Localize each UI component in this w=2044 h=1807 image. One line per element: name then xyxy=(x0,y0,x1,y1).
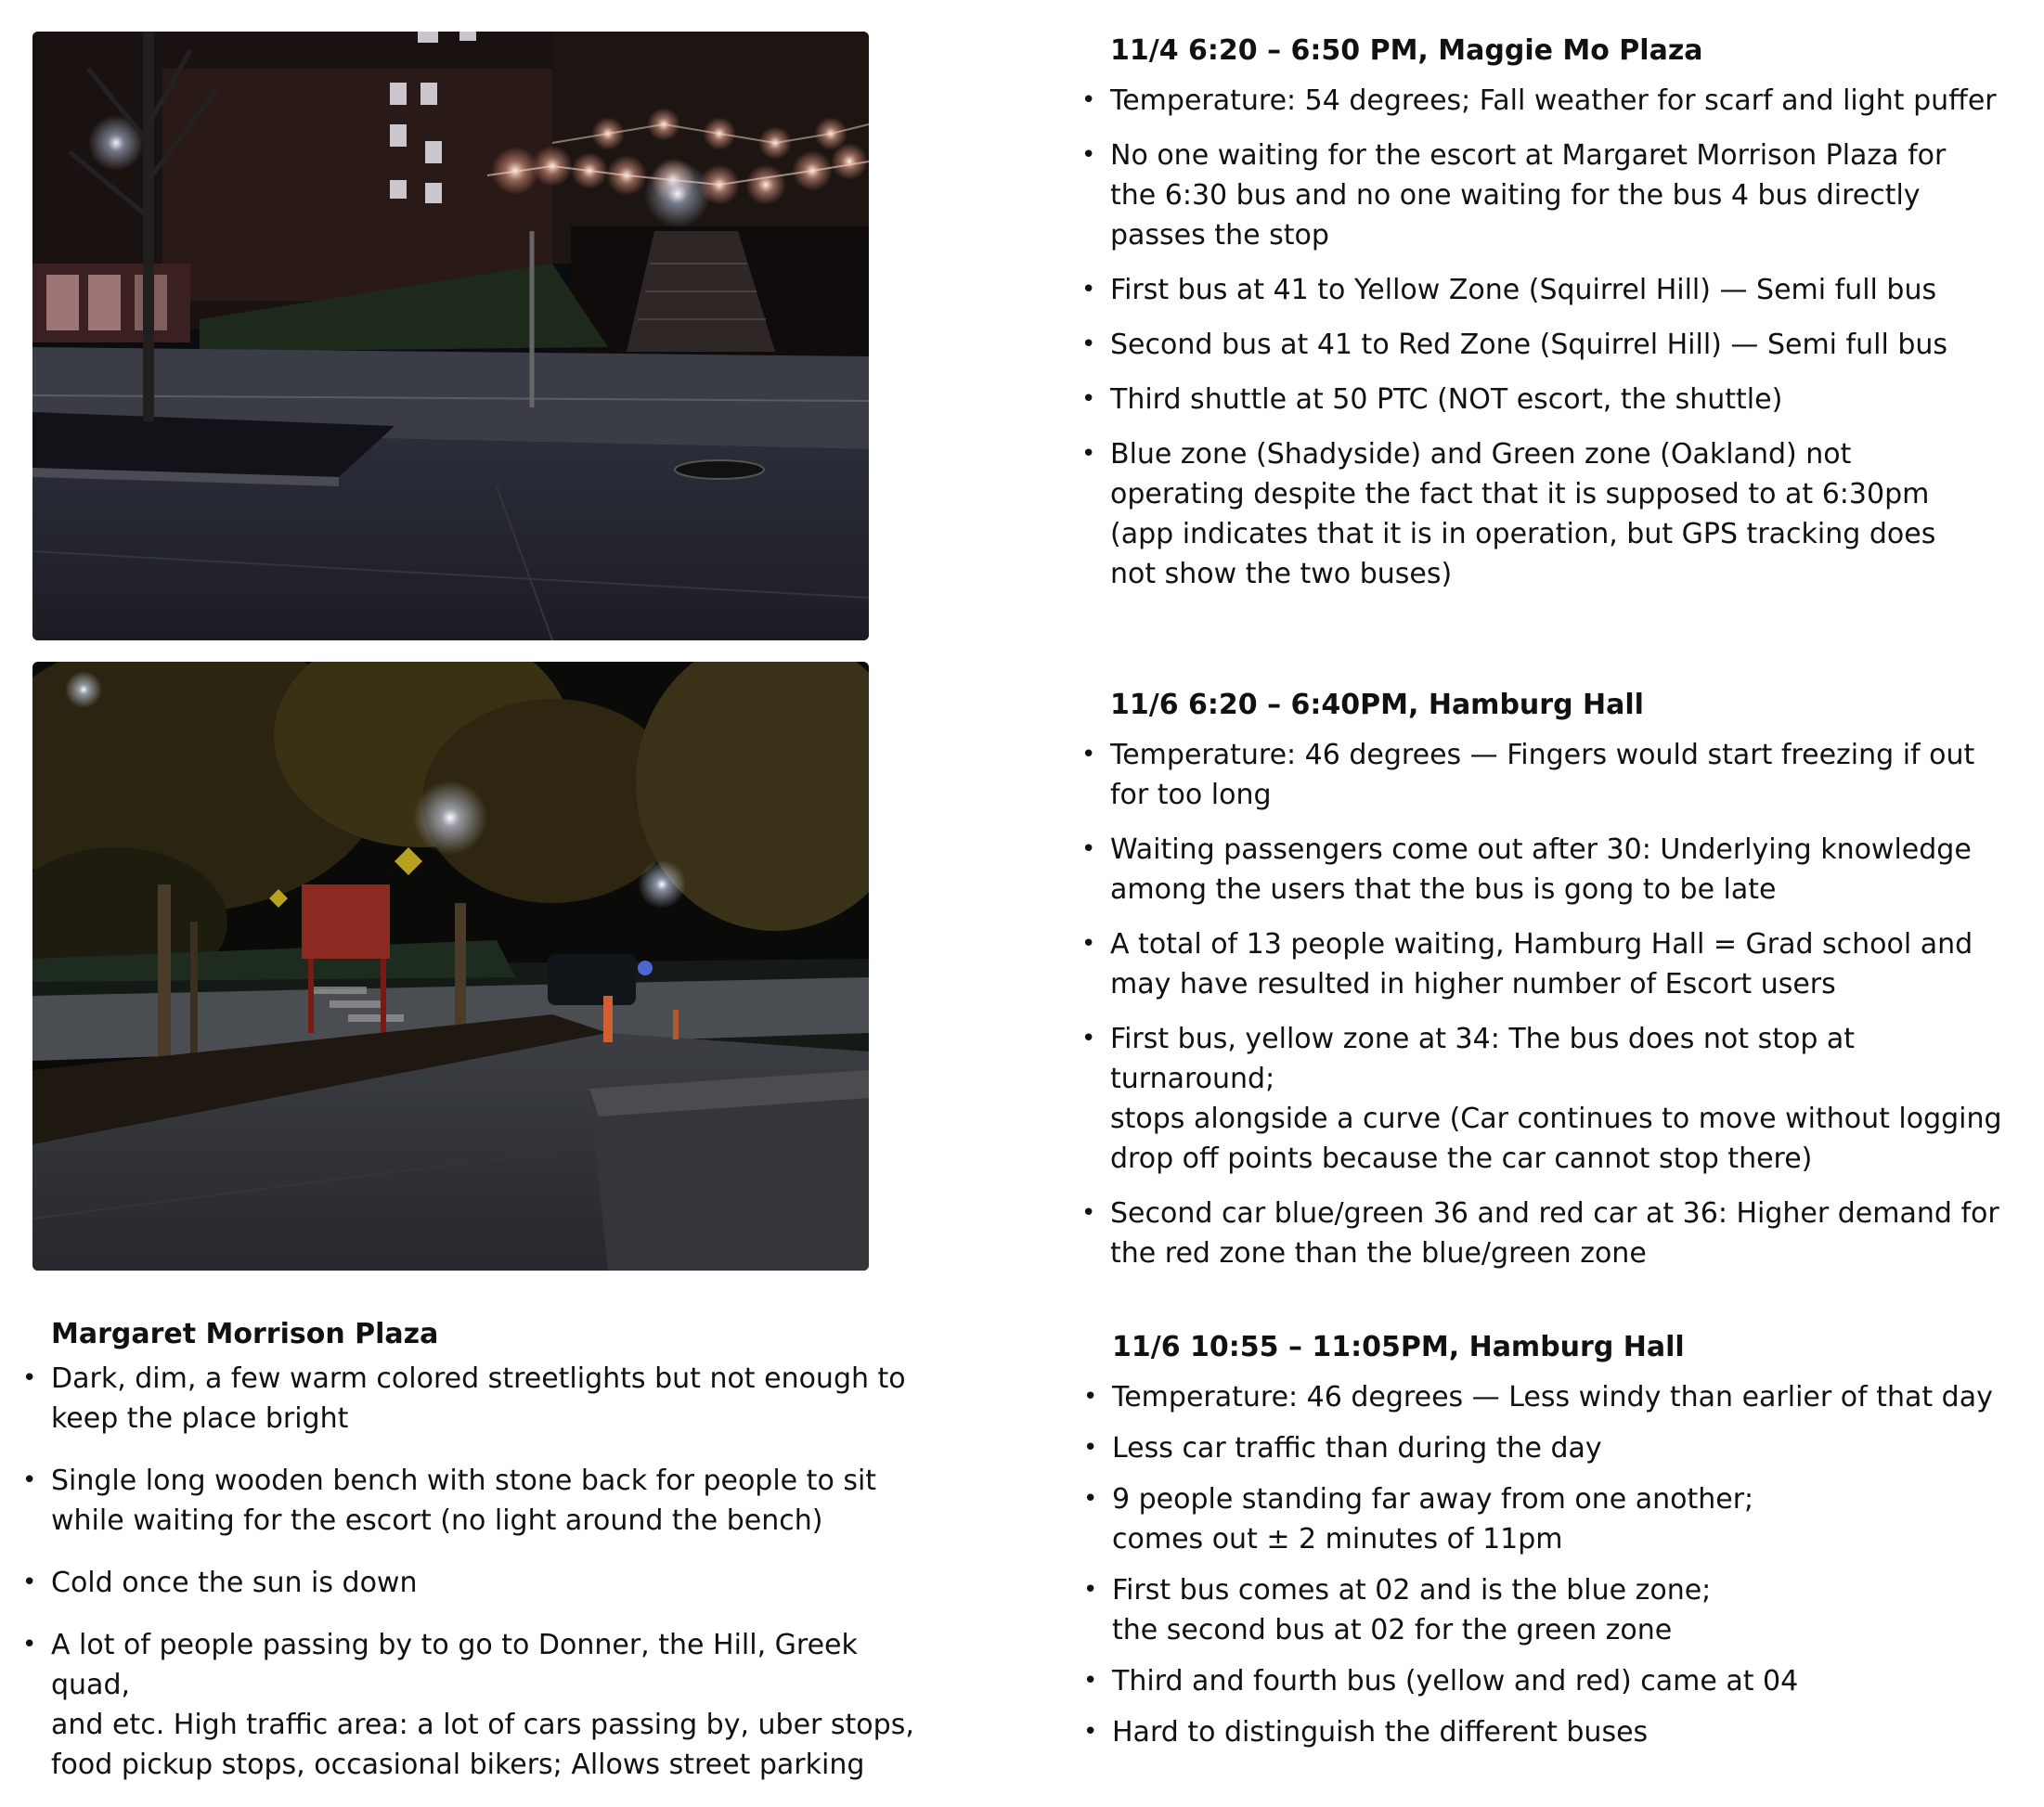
list-item xyxy=(1112,1712,2022,1752)
bullet-line: may have resulted in higher number of Escort users xyxy=(1110,968,1836,1000)
bullet-line: the red zone than the blue/green zone xyxy=(1110,1237,1647,1270)
list-item xyxy=(1110,270,2020,310)
bullet-line: Temperature: 54 degrees; Fall weather for scarf and light puffer xyxy=(1110,84,1997,117)
obs1-bullets xyxy=(1110,81,2020,594)
plaza-title: Margaret Morrison Plaza xyxy=(51,1318,439,1350)
bullet-line: Temperature: 46 degrees — Less windy than earlier of that day xyxy=(1112,1381,1993,1413)
list-item xyxy=(1112,1661,2022,1701)
list-item xyxy=(51,1359,942,1439)
list-item xyxy=(51,1625,942,1785)
bullet-line: Second car blue/green 36 and red car at 36: Higher demand for xyxy=(1110,1197,1999,1230)
bullet-line: the second bus at 02 for the green zone xyxy=(1112,1614,1673,1646)
hamburg-hall-night-photo xyxy=(32,662,869,1271)
bullet-line: among the users that the bus is gong to be late xyxy=(1110,873,1777,906)
bullet-line: No one waiting for the escort at Margaret Morrison Plaza for xyxy=(1110,139,1947,172)
observation-hamburg-late xyxy=(1112,1329,2022,1763)
list-item xyxy=(1110,1019,2020,1179)
list-item xyxy=(51,1563,942,1603)
bullet-line: and etc. High traffic area: a lot of cars passing by, uber stops, xyxy=(51,1709,914,1741)
bullet-line: Third shuttle at 50 PTC (NOT escort, the shuttle) xyxy=(1110,383,1783,416)
bullet-line: food pickup stops, occasional bikers; Allows street parking xyxy=(51,1749,865,1781)
bullet-line: stops alongside a curve (Car continues to move without logging xyxy=(1110,1103,2002,1135)
bullet-line: the 6:30 bus and no one waiting for the bus 4 bus directly xyxy=(1110,179,1921,212)
bullet-line: keep the place bright xyxy=(51,1402,349,1435)
obs2-title: 11/6 6:20 – 6:40PM, Hamburg Hall xyxy=(1110,689,1644,721)
bullet-line: Blue zone (Shadyside) and Green zone (Oakland) not xyxy=(1110,438,1852,471)
list-item xyxy=(1110,924,2020,1004)
bullet-line: Single long wooden bench with stone back for people to sit xyxy=(51,1465,877,1497)
bullet-line: First bus, yellow zone at 34: The bus does not stop at turnaround; xyxy=(1110,1023,1856,1095)
obs3-title: 11/6 10:55 – 11:05PM, Hamburg Hall xyxy=(1112,1331,1685,1363)
bullet-line: passes the stop xyxy=(1110,219,1329,252)
list-item xyxy=(1112,1479,2022,1559)
list-item xyxy=(1110,830,2020,910)
bullet-line: Dark, dim, a few warm colored streetlights but not enough to xyxy=(51,1362,906,1395)
bullet-line: A lot of people passing by to go to Donner, the Hill, Greek quad, xyxy=(51,1629,858,1701)
bullet-line: while waiting for the escort (no light around the bench) xyxy=(51,1504,823,1537)
bullet-line: A total of 13 people waiting, Hamburg Hall = Grad school and xyxy=(1110,928,1973,961)
bullet-line: Hard to distinguish the different buses xyxy=(1112,1716,1649,1749)
bullet-line: First bus at 41 to Yellow Zone (Squirrel Hill) — Semi full bus xyxy=(1110,274,1937,306)
bullet-line: First bus comes at 02 and is the blue zone; xyxy=(1112,1574,1712,1607)
obs1-title: 11/4 6:20 – 6:50 PM, Maggie Mo Plaza xyxy=(1110,34,1703,67)
bullet-line: operating despite the fact that it is supposed to at 6:30pm xyxy=(1110,478,1930,510)
bullet-line: Waiting passengers come out after 30: Underlying knowledge xyxy=(1110,833,1972,866)
bullet-line: comes out ± 2 minutes of 11pm xyxy=(1112,1523,1563,1555)
plaza-notes xyxy=(51,1316,942,1807)
list-item xyxy=(51,1461,942,1541)
bullet-line: Temperature: 46 degrees — Fingers would start freezing if out xyxy=(1110,739,1975,771)
observation-maggie-mo xyxy=(1110,32,2020,609)
bullet-line: Less car traffic than during the day xyxy=(1112,1432,1602,1465)
bullet-line: Second bus at 41 to Red Zone (Squirrel Hill) — Semi full bus xyxy=(1110,329,1948,361)
list-item xyxy=(1110,136,2020,255)
obs3-bullets xyxy=(1112,1377,2022,1752)
observation-hamburg-early xyxy=(1110,687,2020,1288)
plaza-bullets xyxy=(51,1359,942,1785)
list-item xyxy=(1110,325,2020,365)
list-item xyxy=(1112,1570,2022,1650)
bullet-line: Third and fourth bus (yellow and red) came at 04 xyxy=(1112,1665,1799,1697)
list-item xyxy=(1110,81,2020,121)
list-item xyxy=(1110,380,2020,419)
list-item xyxy=(1110,1194,2020,1273)
list-item xyxy=(1112,1428,2022,1468)
list-item xyxy=(1112,1377,2022,1417)
bullet-line: drop off points because the car cannot stop there) xyxy=(1110,1142,1813,1175)
plaza-night-photo xyxy=(32,32,869,640)
bullet-line: Cold once the sun is down xyxy=(51,1567,418,1599)
list-item xyxy=(1110,735,2020,815)
list-item xyxy=(1110,434,2020,594)
bullet-line: 9 people standing far away from one another; xyxy=(1112,1483,1754,1516)
bullet-line: for too long xyxy=(1110,779,1272,811)
bullet-line: (app indicates that it is in operation, but GPS tracking does xyxy=(1110,518,1936,550)
bullet-line: not show the two buses) xyxy=(1110,558,1453,590)
obs2-bullets xyxy=(1110,735,2020,1273)
